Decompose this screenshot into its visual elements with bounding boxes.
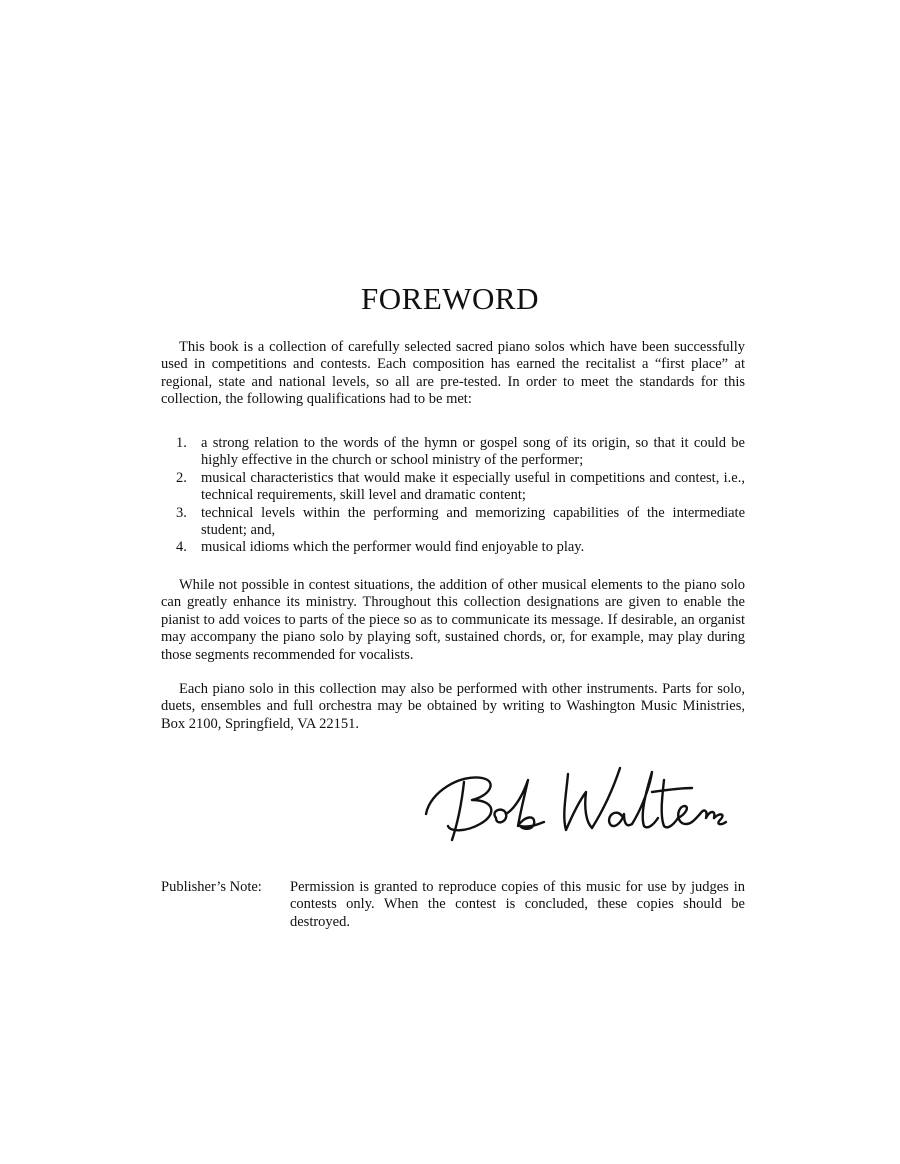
- publisher-note: [161, 879, 745, 931]
- list-item-text: musical idioms which the performer would find enjoyable to play.: [201, 539, 585, 556]
- list-item: [161, 505, 745, 540]
- list-item: [161, 435, 745, 470]
- intro-paragraph: This book is a collection of carefully selected sacred piano solos which have been successfully used in competitions and contests. Each composition has earned the recitalist a “first place” at regional, state and national levels, so all are pre-tested. In order to meet the standards for this collection, the following qualifications had to be met:: [161, 339, 745, 408]
- publisher-note-text: Permission is granted to reproduce copies of this music for use by judges in contests only. When the contest is concluded, these copies should be destroyed.: [290, 879, 745, 930]
- page-title: FOREWORD: [361, 281, 539, 316]
- qualifications-list: [161, 435, 745, 557]
- signature-image: [420, 752, 730, 852]
- list-item-text: a strong relation to the words of the hymn or gospel song of its origin, so that it could be highly effective in the church or school ministry of the performer;: [201, 435, 745, 469]
- paragraph-instruments: Each piano solo in this collection may also be performed with other instruments. Parts for solo, duets, ensembles and full orchestra may be obtained by writing to Washington Music Ministries, Box 2100, Springfield, VA 22151.: [161, 681, 745, 732]
- publisher-note-label: Publisher’s Note:: [161, 879, 262, 895]
- paragraph-enhancement: While not possible in contest situations, the addition of other musical elements to the piano solo can greatly enhance its ministry. Throughout this collection designations are given to enable the pianist to add voices to parts of the piece so as to communicate its message. If desirable, an organist may accompany the piano solo by playing soft, sustained chords, or, for example, may play during those segments recommended for vocalists.: [161, 577, 745, 663]
- list-item-number: 4.: [176, 539, 187, 556]
- list-item: [161, 539, 745, 556]
- list-item-number: 1.: [176, 435, 187, 451]
- list-item-number: 3.: [176, 504, 187, 521]
- list-item: [161, 470, 745, 505]
- list-item-number: 2.: [176, 469, 187, 486]
- list-item-text: musical characteristics that would make it especially useful in competitions and contest, i.e., technical requirements, skill level and dramatic content;: [201, 469, 745, 504]
- list-item-text: technical levels within the performing and memorizing capabilities of the intermediate student; and,: [201, 504, 745, 539]
